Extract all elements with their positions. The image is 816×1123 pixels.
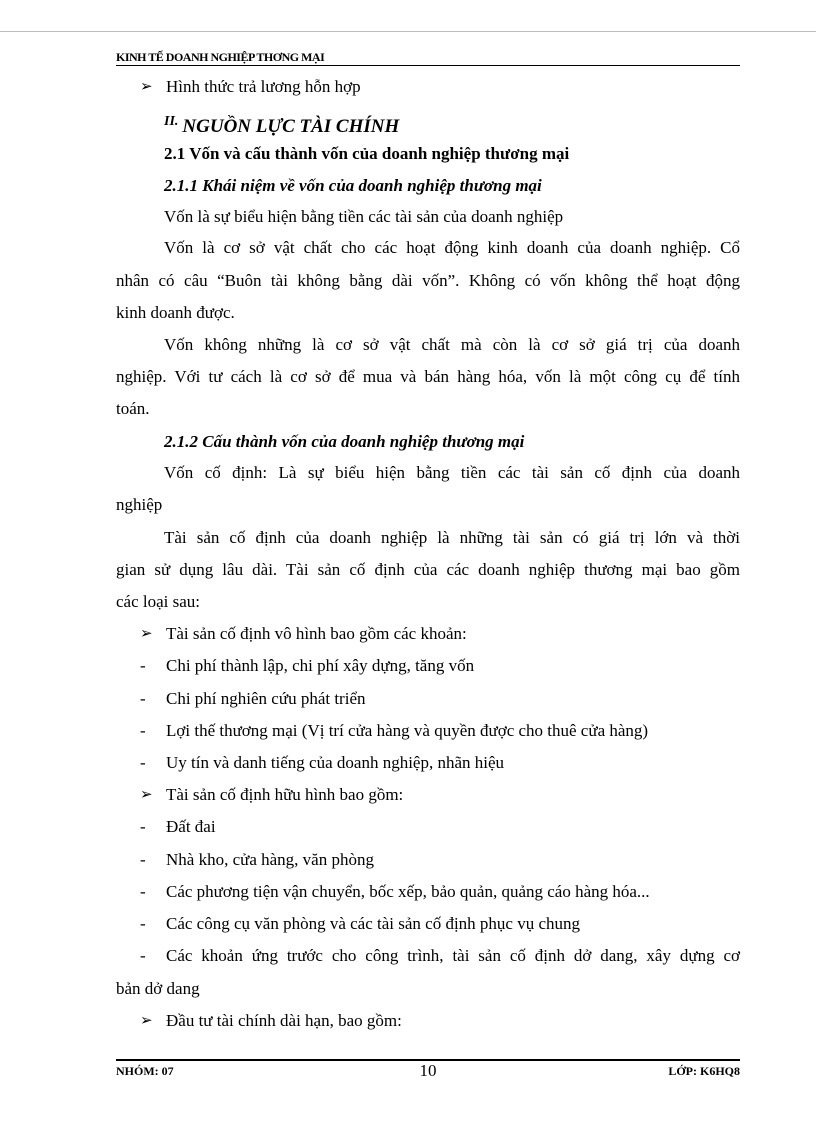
list-item: Đất đai [166, 817, 216, 836]
list-item: Chi phí nghiên cứu phát triển [166, 689, 366, 708]
list-item: Các công cụ văn phòng và các tài sản cố định phục vụ chung [166, 914, 581, 933]
page-header: KINH TẾ DOANH NGHIỆP THƠNG MẠI [116, 50, 740, 66]
footer-class: LỚP: K6HQ8 [668, 1064, 740, 1078]
paragraph-line: Vốn cố định: Là sự biểu hiện bằng tiền các tài sản cố định của doanh [164, 463, 740, 482]
sub-subsection-heading: 2.1.1 Khái niệm về vốn của doanh nghiệp thương mại [164, 176, 542, 195]
paragraph-line: Vốn là cơ sở vật chất cho các hoạt động kinh doanh của doanh nghiệp. Cổ [164, 238, 740, 257]
list-item-continuation: bản dở dang [116, 979, 200, 998]
bullet-item: Tài sản cố định hữu hình bao gồm: [166, 785, 404, 804]
list-item: Chi phí thành lập, chi phí xây dựng, tăng vốn [166, 656, 475, 675]
dash-bullet-icon: - [140, 946, 146, 965]
list-item: Các khoản ứng trước cho công trình, tài sản cố định dở dang, xây dựng cơ [166, 946, 740, 965]
page-number: 10 [419, 1061, 437, 1080]
dash-bullet-icon: - [140, 721, 146, 740]
page-top-divider [0, 31, 816, 32]
dash-bullet-icon: - [140, 656, 146, 675]
footer-group: NHÓM: 07 [116, 1064, 174, 1078]
bullet-item: Tài sản cố định vô hình bao gồm các khoản: [166, 624, 467, 643]
dash-bullet-icon: - [140, 850, 146, 869]
section-number: II. [164, 114, 179, 129]
section-title: NGUỒN LỰC TÀI CHÍNH [182, 116, 400, 137]
paragraph-line: Tài sản cố định của doanh nghiệp là những tài sản có giá trị lớn và thời [164, 528, 740, 547]
arrow-bullet-icon: ➢ [140, 1013, 153, 1029]
paragraph-line: các loại sau: [116, 592, 201, 611]
dash-bullet-icon: - [140, 817, 146, 836]
arrow-bullet-icon: ➢ [140, 79, 153, 95]
paragraph-line: kinh doanh được. [116, 303, 235, 322]
arrow-bullet-icon: ➢ [140, 626, 153, 642]
list-item: Lợi thế thương mại (Vị trí cửa hàng và quyền được cho thuê cửa hàng) [166, 721, 649, 740]
dash-bullet-icon: - [140, 914, 146, 933]
paragraph-line: Vốn là sự biểu hiện bằng tiền các tài sản của doanh nghiệp [164, 207, 564, 226]
paragraph-line: gian sử dụng lâu dài. Tài sản cố định của các doanh nghiệp thương mại bao gồm [116, 560, 740, 579]
dash-bullet-icon: - [140, 689, 146, 708]
paragraph-line: nghiệp. Với tư cách là cơ sở để mua và bán hàng hóa, vốn là một công cụ để tính [116, 367, 740, 386]
paragraph-line: toán. [116, 399, 150, 418]
bullet-item: Hình thức trả lương hỗn hợp [166, 77, 361, 96]
list-item: Các phương tiện vận chuyển, bốc xếp, bảo quản, quảng cáo hàng hóa... [166, 882, 650, 901]
list-item: Nhà kho, cửa hàng, văn phòng [166, 850, 374, 869]
subsection-heading: 2.1 Vốn và cấu thành vốn của doanh nghiệp thương mại [164, 144, 570, 163]
paragraph-line: Vốn không những là cơ sở vật chất mà còn là cơ sở giá trị của doanh [164, 335, 740, 354]
paragraph-line: nhân có câu “Buôn tài không bằng dài vốn”. Không có vốn không thể hoạt động [116, 271, 740, 290]
paragraph-line: nghiệp [116, 495, 163, 514]
arrow-bullet-icon: ➢ [140, 787, 153, 803]
sub-subsection-heading: 2.1.2 Cấu thành vốn của doanh nghiệp thương mại [164, 432, 525, 451]
bullet-item: Đầu tư tài chính dài hạn, bao gồm: [166, 1011, 402, 1030]
list-item: Uy tín và danh tiếng của doanh nghiệp, nhãn hiệu [166, 753, 505, 772]
dash-bullet-icon: - [140, 882, 146, 901]
section-heading [164, 115, 399, 141]
dash-bullet-icon: - [140, 753, 146, 772]
